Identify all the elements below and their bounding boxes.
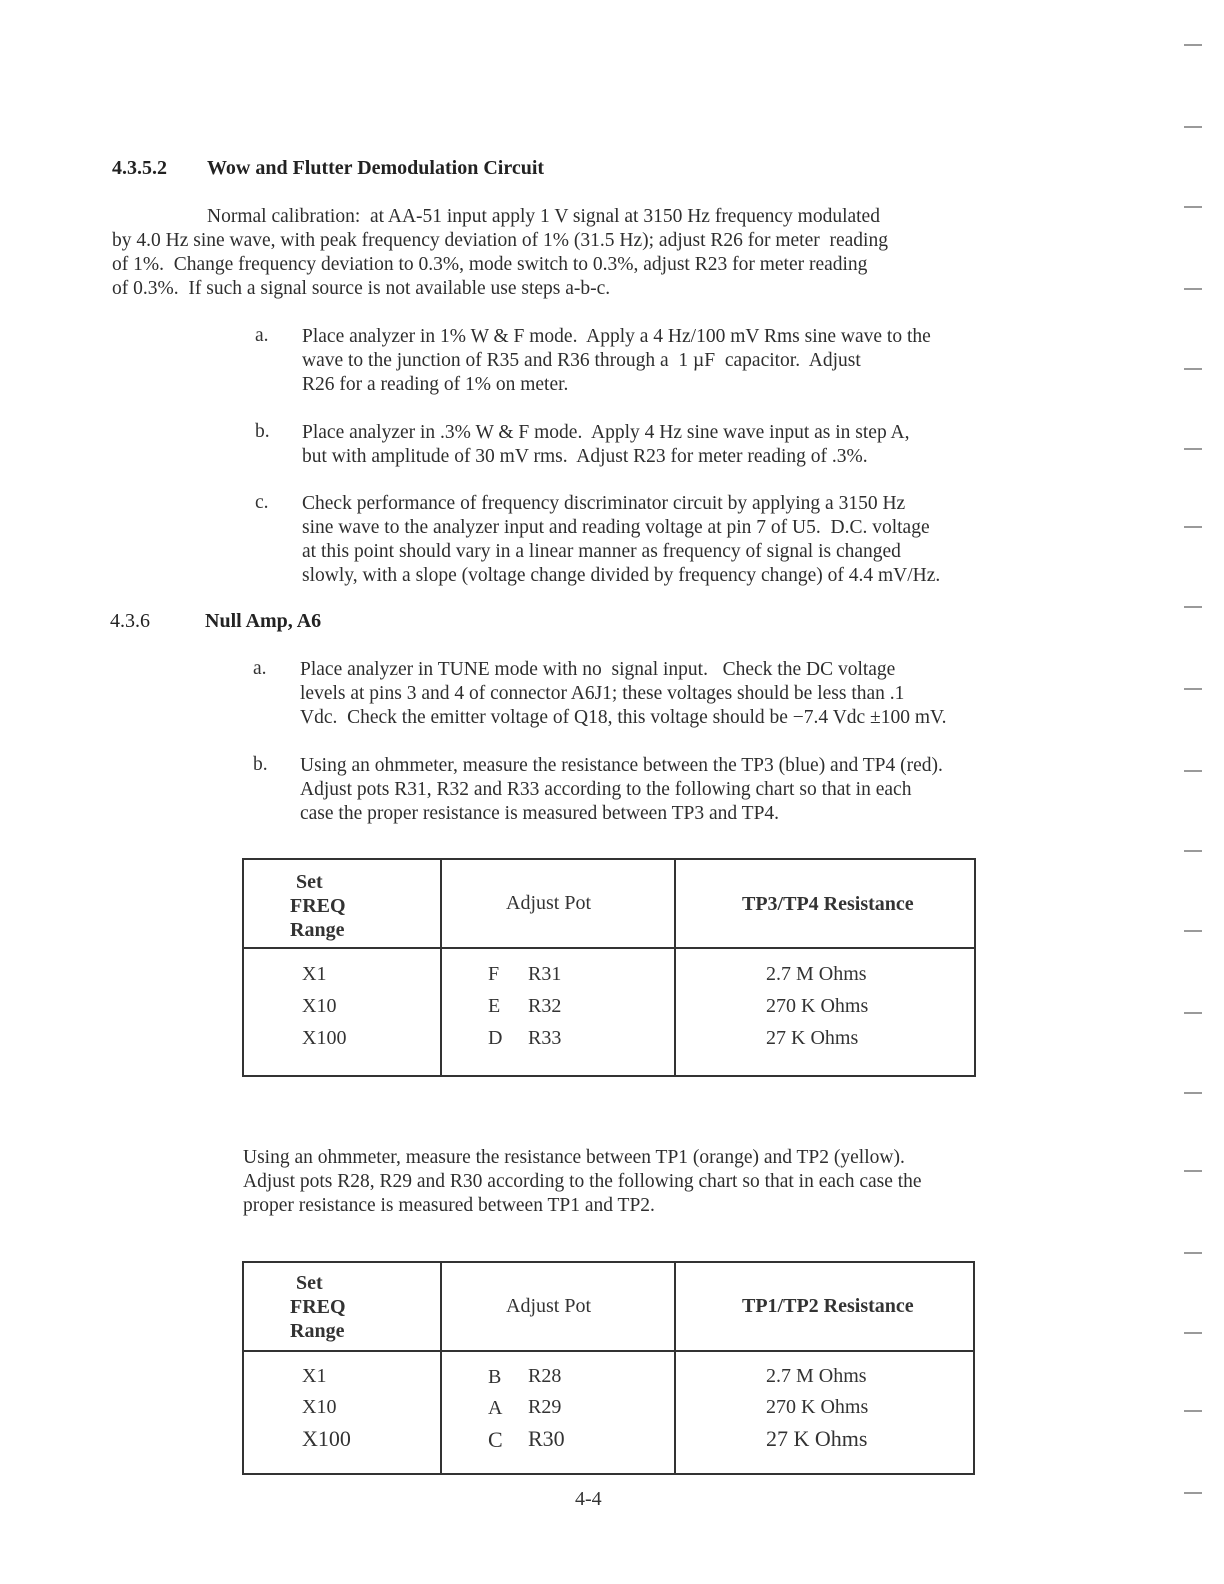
row2-range: X10 xyxy=(302,1396,337,1418)
scan-edge-mark xyxy=(1184,448,1202,450)
step-c-line-4: slowly, with a slope (voltage change divided by frequency change) of 4.4 mV/Hz. xyxy=(302,565,941,586)
header-tp1-tp2-resistance: TP1/TP2 Resistance xyxy=(742,1295,914,1317)
null-amp-step-a-line-2: levels at pins 3 and 4 of connector A6J1; these voltages should be less than .1 xyxy=(300,683,905,704)
row3-pot-letter: C xyxy=(488,1427,503,1452)
scan-edge-mark xyxy=(1184,126,1202,128)
table-column-divider xyxy=(674,1263,676,1473)
row2-pot-letter: A xyxy=(488,1397,503,1419)
scan-edge-mark xyxy=(1184,1170,1202,1172)
scan-edge-mark xyxy=(1184,770,1202,772)
intro-line-2: by 4.0 Hz sine wave, with peak frequency deviation of 1% (31.5 Hz); adjust R26 for meter reading xyxy=(112,230,888,251)
header-freq: FREQ xyxy=(290,895,346,917)
scan-edge-mark xyxy=(1184,368,1202,370)
table-column-divider xyxy=(440,860,442,1075)
scan-edge-mark xyxy=(1184,1252,1202,1254)
section-number-436: 4.3.6 xyxy=(110,610,150,632)
header-range: Range xyxy=(290,919,345,941)
scan-edge-mark xyxy=(1184,288,1202,290)
section-title-436: Null Amp, A6 xyxy=(205,610,322,632)
header-range: Range xyxy=(290,1320,345,1342)
scan-edge-mark xyxy=(1184,1012,1202,1014)
header-set: Set xyxy=(296,1272,323,1294)
header-adjust-pot: Adjust Pot xyxy=(506,892,592,914)
intro-line-1: Normal calibration: at AA-51 input apply 1 V signal at 3150 Hz frequency modulated xyxy=(207,206,880,227)
row3-resistance: 27 K Ohms xyxy=(766,1426,868,1451)
scan-edge-mark xyxy=(1184,1410,1202,1412)
step-c-line-3: at this point should vary in a linear manner as frequency of signal is changed xyxy=(302,541,901,562)
row2-resistance: 270 K Ohms xyxy=(766,1396,869,1418)
row2-pot: R29 xyxy=(528,1396,562,1418)
row1-resistance: 2.7 M Ohms xyxy=(766,1365,867,1387)
step-a-line-3: R26 for a reading of 1% on meter. xyxy=(302,374,569,395)
row3-pot-letter: D xyxy=(488,1027,503,1049)
table-column-divider xyxy=(674,860,676,1075)
step-a-line-1: Place analyzer in 1% W & F mode. Apply a 4 Hz/100 mV Rms sine wave to the xyxy=(302,326,931,347)
resistance-table-tp3-tp4 xyxy=(242,858,976,1077)
step-c-line-2: sine wave to the analyzer input and reading voltage at pin 7 of U5. D.C. voltage xyxy=(302,517,930,538)
table-header-divider xyxy=(244,1350,973,1352)
tp1-tp2-para-line-2: Adjust pots R28, R29 and R30 according to the following chart so that in each case the xyxy=(243,1171,922,1192)
row1-pot-letter: F xyxy=(488,963,500,985)
intro-line-4: of 0.3%. If such a signal source is not available use steps a-b-c. xyxy=(112,278,611,299)
null-amp-step-a-line-1: Place analyzer in TUNE mode with no signal input. Check the DC voltage xyxy=(300,659,896,680)
row3-resistance: 27 K Ohms xyxy=(766,1027,859,1049)
scan-edge-mark xyxy=(1184,206,1202,208)
tp1-tp2-para-line-3: proper resistance is measured between TP1 and TP2. xyxy=(243,1195,655,1216)
scan-edge-mark xyxy=(1184,1092,1202,1094)
resistance-table-tp1-tp2 xyxy=(242,1261,975,1475)
row3-pot: R33 xyxy=(528,1027,562,1049)
row3-range: X100 xyxy=(302,1027,347,1049)
scan-edge-mark xyxy=(1184,44,1202,46)
scan-edge-mark xyxy=(1184,606,1202,608)
table-column-divider xyxy=(440,1263,442,1473)
row1-resistance: 2.7 M Ohms xyxy=(766,963,867,985)
null-amp-step-b-line-1: Using an ohmmeter, measure the resistance between the TP3 (blue) and TP4 (red). xyxy=(300,755,943,776)
scan-edge-mark xyxy=(1184,526,1202,528)
row1-pot: R31 xyxy=(528,963,562,985)
header-adjust-pot: Adjust Pot xyxy=(506,1295,592,1317)
header-freq: FREQ xyxy=(290,1296,346,1318)
row3-range: X100 xyxy=(302,1426,351,1451)
row1-range: X1 xyxy=(302,963,327,985)
scan-edge-mark xyxy=(1184,850,1202,852)
table-header-divider xyxy=(244,947,974,949)
row1-range: X1 xyxy=(302,1365,327,1387)
scan-edge-mark xyxy=(1184,688,1202,690)
step-a-line-2: wave to the junction of R35 and R36 through a 1 µF capacitor. Adjust xyxy=(302,350,861,371)
null-amp-step-letter-a: a. xyxy=(253,658,267,679)
null-amp-step-b-line-3: case the proper resistance is measured between TP3 and TP4. xyxy=(300,803,780,824)
null-amp-step-b-line-2: Adjust pots R31, R32 and R33 according to the following chart so that in each xyxy=(300,779,912,800)
row2-resistance: 270 K Ohms xyxy=(766,995,869,1017)
section-title-4352: Wow and Flutter Demodulation Circuit xyxy=(207,157,545,179)
header-tp3-tp4-resistance: TP3/TP4 Resistance xyxy=(742,893,914,915)
scan-edge-mark xyxy=(1184,1492,1202,1494)
row2-pot-letter: E xyxy=(488,995,501,1017)
step-letter-c: c. xyxy=(255,492,269,513)
header-set: Set xyxy=(296,871,323,893)
null-amp-step-a-line-3: Vdc. Check the emitter voltage of Q18, this voltage should be −7.4 Vdc ±100 mV. xyxy=(300,707,947,728)
step-b-line-1: Place analyzer in .3% W & F mode. Apply 4 Hz sine wave input as in step A, xyxy=(302,422,910,443)
null-amp-step-letter-b: b. xyxy=(253,754,268,775)
page-number: 4-4 xyxy=(575,1488,602,1510)
row3-pot: R30 xyxy=(528,1426,565,1451)
row2-range: X10 xyxy=(302,995,337,1017)
intro-line-3: of 1%. Change frequency deviation to 0.3%, mode switch to 0.3%, adjust R23 for meter reading xyxy=(112,254,868,275)
row1-pot-letter: B xyxy=(488,1366,502,1388)
row1-pot: R28 xyxy=(528,1365,562,1387)
step-c-line-1: Check performance of frequency discriminator circuit by applying a 3150 Hz xyxy=(302,493,906,514)
step-letter-a: a. xyxy=(255,325,269,346)
tp1-tp2-para-line-1: Using an ohmmeter, measure the resistance between TP1 (orange) and TP2 (yellow). xyxy=(243,1147,905,1168)
step-b-line-2: but with amplitude of 30 mV rms. Adjust R23 for meter reading of .3%. xyxy=(302,446,868,467)
scan-edge-mark xyxy=(1184,1332,1202,1334)
step-letter-b: b. xyxy=(255,421,270,442)
row2-pot: R32 xyxy=(528,995,562,1017)
section-number-4352: 4.3.5.2 xyxy=(112,157,167,179)
scan-edge-mark xyxy=(1184,930,1202,932)
